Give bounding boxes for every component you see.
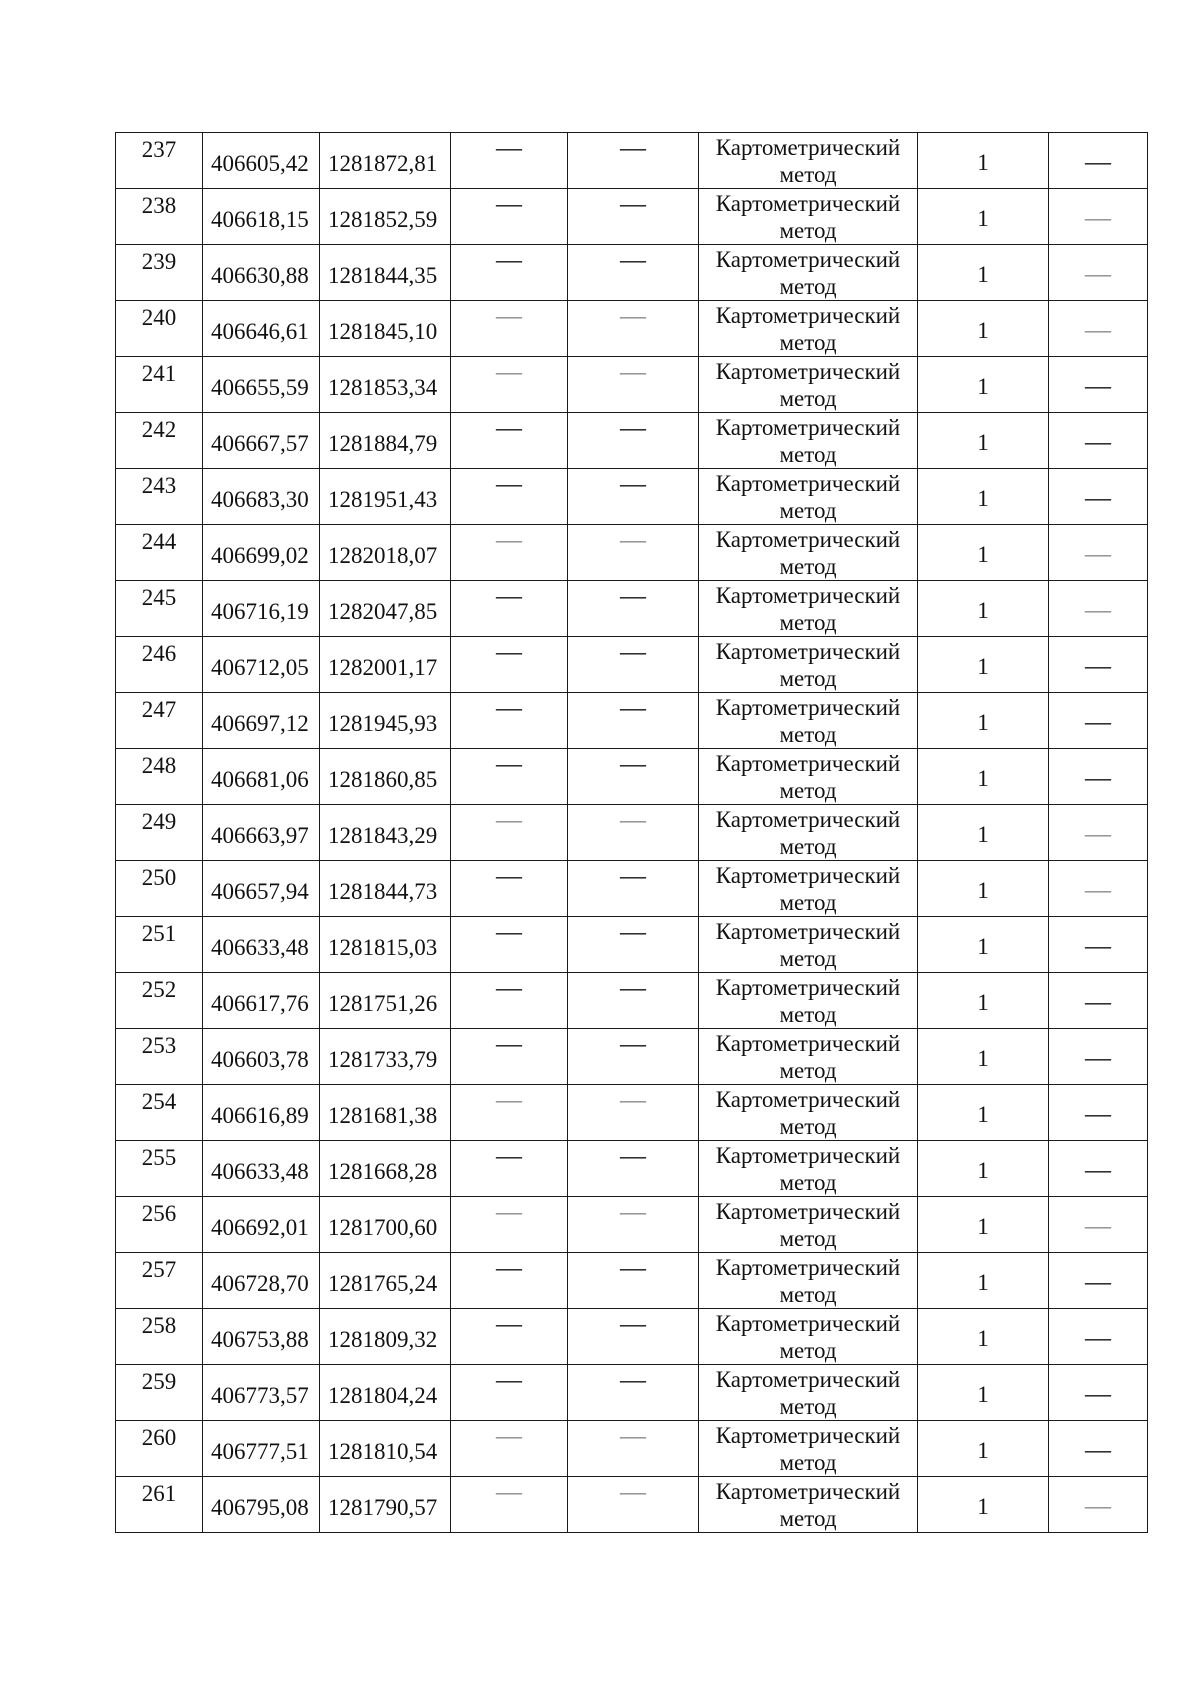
empty-value-cell: —	[1049, 525, 1148, 581]
empty-value-cell: —	[451, 805, 568, 861]
method-line-1: Картометрический	[715, 750, 901, 776]
y-coordinate-cell: 1281884,79	[320, 413, 451, 469]
method-cell	[699, 133, 918, 189]
y-coordinate-cell: 1281765,24	[320, 1253, 451, 1309]
table-row	[116, 357, 1148, 413]
accuracy-cell: 1	[918, 469, 1049, 525]
x-coordinate-cell: 406728,70	[203, 1253, 320, 1309]
empty-value-cell: —	[568, 637, 699, 693]
empty-value-cell: —	[568, 525, 699, 581]
method-line-1: Картометрический	[715, 1422, 901, 1448]
y-coordinate-cell: 1282047,85	[320, 581, 451, 637]
method-line-2: метод	[779, 1001, 837, 1027]
empty-value-cell: —	[451, 1253, 568, 1309]
accuracy-cell: 1	[918, 1141, 1049, 1197]
method-cell	[699, 1365, 918, 1421]
table-row	[116, 301, 1148, 357]
x-coordinate-cell: 406753,88	[203, 1309, 320, 1365]
x-coordinate-cell: 406773,57	[203, 1365, 320, 1421]
point-number-cell: 237	[116, 133, 203, 189]
empty-value-cell: —	[1049, 301, 1148, 357]
empty-value-cell: —	[568, 917, 699, 973]
method-line-2: метод	[779, 217, 837, 243]
empty-value-cell: —	[1049, 245, 1148, 301]
point-number-cell: 254	[116, 1085, 203, 1141]
method-line-2: метод	[779, 665, 837, 691]
method-line-1: Картометрический	[715, 806, 901, 832]
point-number-cell: 252	[116, 973, 203, 1029]
method-line-2: метод	[779, 609, 837, 635]
empty-value-cell: —	[568, 861, 699, 917]
empty-value-cell: —	[1049, 1029, 1148, 1085]
method-cell	[699, 581, 918, 637]
empty-value-cell: —	[451, 1197, 568, 1253]
x-coordinate-cell: 406633,48	[203, 917, 320, 973]
table-row	[116, 245, 1148, 301]
empty-value-cell: —	[451, 413, 568, 469]
method-line-1: Картометрический	[715, 1030, 901, 1056]
accuracy-cell: 1	[918, 1309, 1049, 1365]
method-cell	[699, 301, 918, 357]
empty-value-cell: —	[451, 749, 568, 805]
empty-value-cell: —	[451, 1141, 568, 1197]
accuracy-cell: 1	[918, 749, 1049, 805]
point-number-cell: 247	[116, 693, 203, 749]
method-cell	[699, 245, 918, 301]
method-line-1: Картометрический	[715, 1310, 901, 1336]
method-cell	[699, 1197, 918, 1253]
method-line-2: метод	[779, 945, 837, 971]
method-line-1: Картометрический	[715, 694, 901, 720]
y-coordinate-cell: 1282001,17	[320, 637, 451, 693]
point-number-cell: 253	[116, 1029, 203, 1085]
method-line-1: Картометрический	[715, 638, 901, 664]
accuracy-cell: 1	[918, 189, 1049, 245]
table-row	[116, 189, 1148, 245]
empty-value-cell: —	[568, 413, 699, 469]
y-coordinate-cell: 1281809,32	[320, 1309, 451, 1365]
method-line-2: метод	[779, 1057, 837, 1083]
point-number-cell: 259	[116, 1365, 203, 1421]
x-coordinate-cell: 406633,48	[203, 1141, 320, 1197]
method-cell	[699, 525, 918, 581]
empty-value-cell: —	[451, 1085, 568, 1141]
table-row	[116, 1253, 1148, 1309]
empty-value-cell: —	[1049, 749, 1148, 805]
method-line-1: Картометрический	[715, 974, 901, 1000]
accuracy-cell: 1	[918, 1253, 1049, 1309]
point-number-cell: 251	[116, 917, 203, 973]
empty-value-cell: —	[568, 189, 699, 245]
x-coordinate-cell: 406646,61	[203, 301, 320, 357]
empty-value-cell: —	[1049, 1421, 1148, 1477]
table-row	[116, 525, 1148, 581]
y-coordinate-cell: 1281945,93	[320, 693, 451, 749]
method-line-1: Картометрический	[715, 1142, 901, 1168]
empty-value-cell: —	[1049, 189, 1148, 245]
x-coordinate-cell: 406605,42	[203, 133, 320, 189]
method-cell	[699, 357, 918, 413]
x-coordinate-cell: 406716,19	[203, 581, 320, 637]
method-cell	[699, 413, 918, 469]
empty-value-cell: —	[568, 805, 699, 861]
empty-value-cell: —	[451, 1477, 568, 1533]
table-row	[116, 1029, 1148, 1085]
empty-value-cell: —	[451, 581, 568, 637]
method-line-1: Картометрический	[715, 190, 901, 216]
accuracy-cell: 1	[918, 133, 1049, 189]
method-line-2: метод	[779, 1337, 837, 1363]
empty-value-cell: —	[1049, 581, 1148, 637]
table-row	[116, 1365, 1148, 1421]
table-row	[116, 693, 1148, 749]
accuracy-cell: 1	[918, 1085, 1049, 1141]
empty-value-cell: —	[1049, 1253, 1148, 1309]
point-number-cell: 256	[116, 1197, 203, 1253]
method-cell	[699, 861, 918, 917]
y-coordinate-cell: 1281853,34	[320, 357, 451, 413]
method-line-1: Картометрический	[715, 862, 901, 888]
method-cell	[699, 805, 918, 861]
empty-value-cell: —	[568, 1029, 699, 1085]
empty-value-cell: —	[568, 357, 699, 413]
accuracy-cell: 1	[918, 973, 1049, 1029]
coordinates-table	[115, 132, 1148, 1533]
accuracy-cell: 1	[918, 581, 1049, 637]
accuracy-cell: 1	[918, 525, 1049, 581]
x-coordinate-cell: 406657,94	[203, 861, 320, 917]
empty-value-cell: —	[451, 189, 568, 245]
empty-value-cell: —	[451, 357, 568, 413]
method-line-1: Картометрический	[715, 1198, 901, 1224]
x-coordinate-cell: 406617,76	[203, 973, 320, 1029]
x-coordinate-cell: 406683,30	[203, 469, 320, 525]
x-coordinate-cell: 406630,88	[203, 245, 320, 301]
table-row	[116, 413, 1148, 469]
empty-value-cell: —	[1049, 1197, 1148, 1253]
method-cell	[699, 917, 918, 973]
method-line-1: Картометрический	[715, 582, 901, 608]
method-cell	[699, 637, 918, 693]
method-line-1: Картометрический	[715, 302, 901, 328]
accuracy-cell: 1	[918, 861, 1049, 917]
method-line-1: Картометрический	[715, 134, 901, 160]
accuracy-cell: 1	[918, 1197, 1049, 1253]
x-coordinate-cell: 406692,01	[203, 1197, 320, 1253]
point-number-cell: 238	[116, 189, 203, 245]
method-cell	[699, 973, 918, 1029]
empty-value-cell: —	[1049, 133, 1148, 189]
y-coordinate-cell: 1281844,35	[320, 245, 451, 301]
empty-value-cell: —	[451, 245, 568, 301]
empty-value-cell: —	[568, 469, 699, 525]
accuracy-cell: 1	[918, 917, 1049, 973]
empty-value-cell: —	[1049, 805, 1148, 861]
empty-value-cell: —	[451, 1421, 568, 1477]
x-coordinate-cell: 406655,59	[203, 357, 320, 413]
accuracy-cell: 1	[918, 1477, 1049, 1533]
point-number-cell: 258	[116, 1309, 203, 1365]
method-cell	[699, 469, 918, 525]
accuracy-cell: 1	[918, 245, 1049, 301]
method-line-1: Картометрический	[715, 246, 901, 272]
method-cell	[699, 1421, 918, 1477]
empty-value-cell: —	[568, 581, 699, 637]
point-number-cell: 249	[116, 805, 203, 861]
point-number-cell: 241	[116, 357, 203, 413]
method-line-1: Картометрический	[715, 1366, 901, 1392]
empty-value-cell: —	[451, 133, 568, 189]
method-line-2: метод	[779, 833, 837, 859]
empty-value-cell: —	[568, 1141, 699, 1197]
empty-value-cell: —	[1049, 1477, 1148, 1533]
point-number-cell: 250	[116, 861, 203, 917]
empty-value-cell: —	[1049, 637, 1148, 693]
method-line-2: метод	[779, 1281, 837, 1307]
x-coordinate-cell: 406603,78	[203, 1029, 320, 1085]
y-coordinate-cell: 1282018,07	[320, 525, 451, 581]
point-number-cell: 246	[116, 637, 203, 693]
empty-value-cell: —	[1049, 693, 1148, 749]
y-coordinate-cell: 1281843,29	[320, 805, 451, 861]
x-coordinate-cell: 406663,97	[203, 805, 320, 861]
y-coordinate-cell: 1281845,10	[320, 301, 451, 357]
point-number-cell: 255	[116, 1141, 203, 1197]
y-coordinate-cell: 1281815,03	[320, 917, 451, 973]
table-row	[116, 973, 1148, 1029]
method-line-1: Картометрический	[715, 1086, 901, 1112]
accuracy-cell: 1	[918, 413, 1049, 469]
y-coordinate-cell: 1281681,38	[320, 1085, 451, 1141]
method-cell	[699, 693, 918, 749]
empty-value-cell: —	[568, 301, 699, 357]
method-line-2: метод	[779, 553, 837, 579]
empty-value-cell: —	[451, 301, 568, 357]
x-coordinate-cell: 406712,05	[203, 637, 320, 693]
method-line-2: метод	[779, 889, 837, 915]
y-coordinate-cell: 1281668,28	[320, 1141, 451, 1197]
y-coordinate-cell: 1281790,57	[320, 1477, 451, 1533]
point-number-cell: 243	[116, 469, 203, 525]
point-number-cell: 261	[116, 1477, 203, 1533]
accuracy-cell: 1	[918, 357, 1049, 413]
accuracy-cell: 1	[918, 1421, 1049, 1477]
method-line-2: метод	[779, 777, 837, 803]
empty-value-cell: —	[451, 693, 568, 749]
method-cell	[699, 1085, 918, 1141]
method-cell	[699, 1141, 918, 1197]
y-coordinate-cell: 1281810,54	[320, 1421, 451, 1477]
y-coordinate-cell: 1281700,60	[320, 1197, 451, 1253]
x-coordinate-cell: 406616,89	[203, 1085, 320, 1141]
point-number-cell: 239	[116, 245, 203, 301]
x-coordinate-cell: 406777,51	[203, 1421, 320, 1477]
empty-value-cell: —	[451, 469, 568, 525]
method-line-2: метод	[779, 385, 837, 411]
table-row	[116, 917, 1148, 973]
x-coordinate-cell: 406681,06	[203, 749, 320, 805]
method-line-2: метод	[779, 329, 837, 355]
empty-value-cell: —	[451, 1365, 568, 1421]
method-cell	[699, 1477, 918, 1533]
point-number-cell: 248	[116, 749, 203, 805]
method-cell	[699, 189, 918, 245]
empty-value-cell: —	[451, 1029, 568, 1085]
point-number-cell: 244	[116, 525, 203, 581]
table-row	[116, 805, 1148, 861]
empty-value-cell: —	[568, 693, 699, 749]
table-row	[116, 637, 1148, 693]
point-number-cell: 257	[116, 1253, 203, 1309]
empty-value-cell: —	[451, 637, 568, 693]
empty-value-cell: —	[451, 525, 568, 581]
y-coordinate-cell: 1281844,73	[320, 861, 451, 917]
empty-value-cell: —	[568, 749, 699, 805]
table-row	[116, 1421, 1148, 1477]
table-row	[116, 469, 1148, 525]
accuracy-cell: 1	[918, 637, 1049, 693]
empty-value-cell: —	[1049, 1085, 1148, 1141]
method-line-2: метод	[779, 1393, 837, 1419]
empty-value-cell: —	[568, 1085, 699, 1141]
method-line-2: метод	[779, 1225, 837, 1251]
y-coordinate-cell: 1281860,85	[320, 749, 451, 805]
empty-value-cell: —	[568, 1477, 699, 1533]
empty-value-cell: —	[451, 861, 568, 917]
table-row	[116, 1477, 1148, 1533]
method-line-2: метод	[779, 1505, 837, 1531]
empty-value-cell: —	[1049, 357, 1148, 413]
method-line-2: метод	[779, 1113, 837, 1139]
method-line-1: Картометрический	[715, 526, 901, 552]
empty-value-cell: —	[1049, 1365, 1148, 1421]
method-cell	[699, 1309, 918, 1365]
accuracy-cell: 1	[918, 805, 1049, 861]
method-cell	[699, 1253, 918, 1309]
empty-value-cell: —	[568, 1421, 699, 1477]
y-coordinate-cell: 1281951,43	[320, 469, 451, 525]
empty-value-cell: —	[568, 1365, 699, 1421]
y-coordinate-cell: 1281872,81	[320, 133, 451, 189]
empty-value-cell: —	[1049, 413, 1148, 469]
method-line-2: метод	[779, 273, 837, 299]
empty-value-cell: —	[568, 1309, 699, 1365]
empty-value-cell: —	[1049, 1309, 1148, 1365]
method-line-1: Картометрический	[715, 1254, 901, 1280]
y-coordinate-cell: 1281751,26	[320, 973, 451, 1029]
point-number-cell: 242	[116, 413, 203, 469]
method-line-1: Картометрический	[715, 1478, 901, 1504]
x-coordinate-cell: 406618,15	[203, 189, 320, 245]
empty-value-cell: —	[568, 1197, 699, 1253]
accuracy-cell: 1	[918, 1365, 1049, 1421]
point-number-cell: 260	[116, 1421, 203, 1477]
empty-value-cell: —	[1049, 861, 1148, 917]
method-line-1: Картометрический	[715, 358, 901, 384]
point-number-cell: 245	[116, 581, 203, 637]
empty-value-cell: —	[1049, 1141, 1148, 1197]
method-cell	[699, 749, 918, 805]
table-row	[116, 1309, 1148, 1365]
method-line-2: метод	[779, 161, 837, 187]
x-coordinate-cell: 406697,12	[203, 693, 320, 749]
method-line-2: метод	[779, 441, 837, 467]
table-row	[116, 749, 1148, 805]
empty-value-cell: —	[1049, 469, 1148, 525]
method-line-2: метод	[779, 497, 837, 523]
point-number-cell: 240	[116, 301, 203, 357]
x-coordinate-cell: 406667,57	[203, 413, 320, 469]
empty-value-cell: —	[568, 245, 699, 301]
accuracy-cell: 1	[918, 301, 1049, 357]
method-line-2: метод	[779, 1449, 837, 1475]
empty-value-cell: —	[568, 1253, 699, 1309]
accuracy-cell: 1	[918, 693, 1049, 749]
empty-value-cell: —	[1049, 917, 1148, 973]
empty-value-cell: —	[451, 917, 568, 973]
empty-value-cell: —	[451, 1309, 568, 1365]
table-row	[116, 1141, 1148, 1197]
empty-value-cell: —	[568, 973, 699, 1029]
y-coordinate-cell: 1281804,24	[320, 1365, 451, 1421]
method-line-1: Картометрический	[715, 414, 901, 440]
method-line-2: метод	[779, 1169, 837, 1195]
table-body	[116, 133, 1148, 1533]
accuracy-cell: 1	[918, 1029, 1049, 1085]
method-line-2: метод	[779, 721, 837, 747]
method-cell	[699, 1029, 918, 1085]
x-coordinate-cell: 406795,08	[203, 1477, 320, 1533]
empty-value-cell: —	[1049, 973, 1148, 1029]
table-row	[116, 133, 1148, 189]
table-row	[116, 1197, 1148, 1253]
method-line-1: Картометрический	[715, 918, 901, 944]
table-row	[116, 861, 1148, 917]
empty-value-cell: —	[568, 133, 699, 189]
y-coordinate-cell: 1281733,79	[320, 1029, 451, 1085]
table-row	[116, 581, 1148, 637]
method-line-1: Картометрический	[715, 470, 901, 496]
empty-value-cell: —	[451, 973, 568, 1029]
y-coordinate-cell: 1281852,59	[320, 189, 451, 245]
table-row	[116, 1085, 1148, 1141]
x-coordinate-cell: 406699,02	[203, 525, 320, 581]
